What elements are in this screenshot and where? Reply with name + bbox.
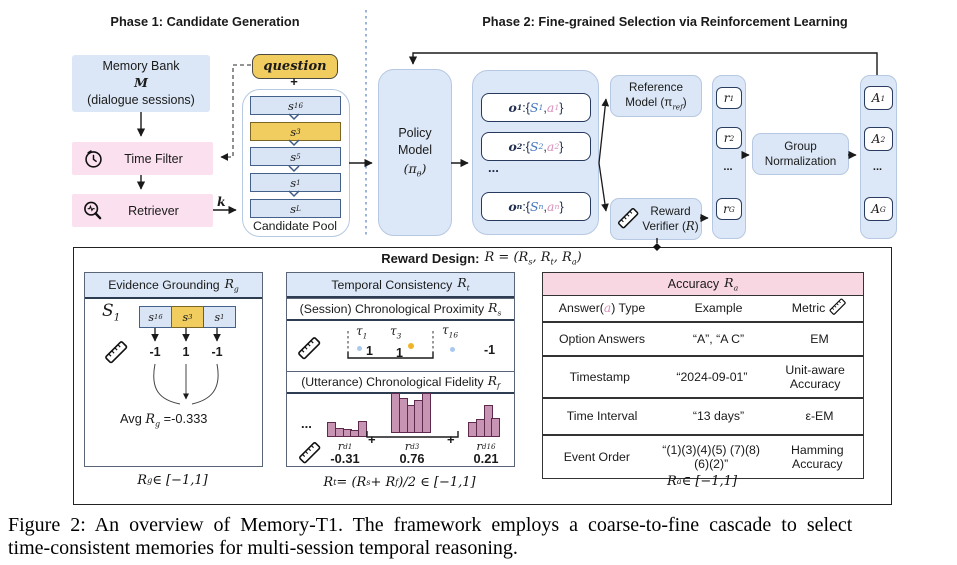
accuracy-col1-header bbox=[543, 296, 661, 321]
evidence-S1-label bbox=[102, 301, 120, 323]
policy-symbol bbox=[404, 160, 427, 180]
pool-item-s16 bbox=[250, 96, 341, 115]
evidence-value-0: -1 bbox=[149, 345, 161, 359]
evidence-header-label: Evidence Grounding bbox=[108, 278, 220, 292]
verifier-R: R bbox=[685, 219, 695, 233]
reward-verifier-box bbox=[610, 198, 702, 240]
pool-item-s1-sub: 1 bbox=[296, 178, 301, 187]
evidence-cells bbox=[139, 306, 236, 328]
session-value-0: 1 bbox=[366, 344, 373, 358]
accuracy-row-option bbox=[543, 321, 863, 355]
accuracy-row-timestamp bbox=[543, 355, 863, 397]
rG-base: r bbox=[723, 202, 729, 216]
evidence-S1-sub: 1 bbox=[113, 311, 121, 324]
ra2: ∈ [−1,1] bbox=[681, 474, 738, 489]
rd1-base: r bbox=[337, 439, 344, 453]
ev-c0-base: s bbox=[148, 310, 154, 324]
retriever-box bbox=[72, 194, 213, 227]
tau3-label bbox=[390, 324, 401, 340]
on-symbol: o bbox=[508, 199, 517, 214]
reward-r1 bbox=[716, 87, 742, 109]
session-proximity-header bbox=[287, 298, 514, 321]
o1-comma: , bbox=[543, 100, 547, 115]
evidence-R-sub: g bbox=[233, 284, 239, 294]
reward-design-title bbox=[73, 250, 890, 267]
temporal-R-sub: t bbox=[466, 283, 470, 293]
o2-a: a bbox=[546, 139, 555, 154]
advantage-col-ellipsis: ... bbox=[872, 161, 883, 173]
rd-f4: , R bbox=[553, 250, 572, 266]
reference-model-box bbox=[610, 75, 702, 117]
reward-design-title-formula bbox=[485, 250, 582, 267]
col1-post: ) Type bbox=[611, 301, 646, 316]
session-dot-yellow bbox=[408, 343, 414, 349]
reward-design-title-bold: Reward Design: bbox=[381, 251, 480, 266]
evidence-avg-sub: g bbox=[155, 419, 161, 429]
pool-item-sL-base: s bbox=[290, 201, 297, 216]
accuracy-col3-header bbox=[776, 296, 863, 321]
rt0: R bbox=[323, 475, 334, 490]
tau3-sub: 3 bbox=[396, 331, 402, 341]
ev-c2-base: s bbox=[214, 310, 221, 324]
on-a: a bbox=[547, 199, 555, 214]
tau1-sub: 1 bbox=[362, 331, 368, 341]
reference-line2-open: Model (π bbox=[625, 96, 673, 110]
o1-symbol: o bbox=[508, 100, 517, 115]
AG-sub: G bbox=[879, 204, 886, 214]
r1-base: r bbox=[723, 91, 730, 105]
ra0: R bbox=[666, 474, 677, 489]
on-a-sub: n bbox=[554, 202, 560, 211]
on-comma: , bbox=[543, 199, 548, 214]
reference-line1: Reference bbox=[629, 81, 683, 95]
pool-item-s3 bbox=[250, 122, 341, 141]
accuracy-colheader-row bbox=[543, 295, 863, 321]
temporal-R: R bbox=[457, 276, 467, 291]
temporal-header-math bbox=[457, 276, 469, 292]
caption-line1: Figure 2: An overview of Memory-T1. The framework employs a coarse-to-fine cascade to select bbox=[8, 514, 853, 536]
rt3: s bbox=[366, 478, 371, 487]
rd-f5: a bbox=[571, 257, 577, 267]
reference-line2-close: ) bbox=[682, 96, 687, 110]
accuracy-range-formula bbox=[542, 474, 862, 489]
accuracy-col2-header: Example bbox=[694, 301, 743, 316]
tau16-label bbox=[442, 323, 458, 339]
group-normalization-box bbox=[752, 133, 849, 175]
pool-item-sL-sub: L bbox=[296, 204, 301, 213]
session-header-label: (Session) Chronological Proximity bbox=[299, 302, 485, 316]
A1-base: A bbox=[871, 91, 881, 105]
evidence-avg-pre: Avg bbox=[120, 411, 146, 426]
accuracy-row-event-order bbox=[543, 434, 863, 478]
col3-label: Metric bbox=[791, 301, 826, 316]
evidence-cell-s1 bbox=[203, 306, 236, 328]
accuracy-R-sub: a bbox=[733, 283, 739, 293]
session-R-sub: s bbox=[497, 308, 502, 318]
temporal-range-formula bbox=[286, 475, 513, 490]
evidence-value-2: -1 bbox=[211, 345, 223, 359]
on-sub: n bbox=[516, 202, 523, 211]
fidelity-value-rd1: -0.31 bbox=[330, 451, 360, 466]
ruler-icon bbox=[297, 440, 322, 470]
o2-S: S bbox=[529, 139, 539, 154]
evidence-value-1: 1 bbox=[182, 345, 190, 359]
pool-item-s3-sub: 3 bbox=[296, 127, 301, 136]
memory-bank-symbol: M bbox=[134, 75, 148, 91]
row3-metric: Hamming Accuracy bbox=[790, 442, 844, 471]
fidelity-header-label: (Utterance) Chronological Fidelity bbox=[301, 375, 484, 389]
reward-col-ellipsis: ... bbox=[723, 161, 733, 173]
rG-sub: G bbox=[728, 204, 735, 214]
clock-icon bbox=[83, 148, 104, 174]
policy-model-box bbox=[378, 69, 452, 236]
question-box: question bbox=[252, 54, 338, 79]
row3-type: Event Order bbox=[563, 449, 630, 464]
on-S-sub: n bbox=[538, 202, 544, 211]
row0-example: “A”, “A C” bbox=[692, 331, 745, 346]
rt6: )/2 ∈ [−1,1] bbox=[398, 475, 476, 490]
accuracy-R: R bbox=[724, 275, 734, 291]
o1-sub: 1 bbox=[516, 103, 523, 112]
policy-line1: Policy bbox=[398, 125, 432, 140]
rd-f0: R = (R bbox=[484, 250, 529, 266]
memory-bank-box bbox=[72, 55, 210, 112]
rt2: = (R bbox=[336, 475, 367, 490]
r2-base: r bbox=[723, 131, 730, 145]
verifier-line2-open: Verifier ( bbox=[642, 220, 686, 233]
pool-item-sL bbox=[250, 199, 341, 218]
ev-c0-sub: 16 bbox=[153, 313, 163, 321]
evidence-S1-base: S bbox=[102, 301, 114, 321]
time-filter-box bbox=[72, 142, 213, 175]
evidence-cell-s16 bbox=[139, 306, 172, 328]
evidence-avg-R: R bbox=[145, 412, 156, 427]
outputs-ellipsis: ... bbox=[488, 160, 499, 175]
A1-sub: 1 bbox=[880, 93, 886, 103]
A2-sub: 2 bbox=[880, 134, 886, 144]
policy-pi-sub: θ bbox=[416, 169, 422, 179]
row2-metric: ε-EM bbox=[805, 409, 834, 424]
fidelity-ellipsis: ... bbox=[301, 416, 312, 431]
temporal-header bbox=[287, 273, 514, 298]
memory-bank-line1: Memory Bank bbox=[102, 59, 180, 74]
tau16-sub: 16 bbox=[448, 330, 459, 340]
pool-item-s16-sub: 16 bbox=[293, 101, 303, 110]
verifier-text bbox=[640, 204, 701, 234]
evidence-header-math bbox=[225, 277, 239, 293]
evidence-range-formula bbox=[84, 473, 261, 488]
accuracy-table bbox=[542, 272, 864, 479]
fidelity-plus-1: + bbox=[368, 432, 376, 447]
col1-a: a bbox=[603, 301, 612, 316]
rd-f1: s bbox=[528, 257, 533, 267]
rd-f2: , R bbox=[532, 250, 551, 266]
ev-range0: R bbox=[137, 473, 148, 488]
r2-sub: 2 bbox=[729, 133, 735, 143]
tau3-base: τ bbox=[390, 324, 397, 338]
accuracy-header-label: Accuracy bbox=[667, 277, 720, 291]
pool-item-s5 bbox=[250, 147, 341, 166]
row0-type: Option Answers bbox=[558, 331, 646, 346]
evidence-avg-val: =-0.333 bbox=[160, 411, 208, 426]
pool-item-s1-base: s bbox=[290, 175, 297, 190]
reference-line2 bbox=[625, 95, 686, 112]
k-label: k bbox=[217, 194, 226, 209]
advantage-A2 bbox=[864, 127, 893, 151]
rt4: + R bbox=[370, 475, 396, 490]
output-o2 bbox=[481, 132, 591, 161]
session-value-2: -1 bbox=[484, 343, 496, 357]
pool-item-s5-base: s bbox=[290, 149, 297, 164]
caption-line2: time-consistent memories for multi-session temporal reasoning. bbox=[8, 537, 518, 559]
rt1: t bbox=[333, 478, 337, 487]
reference-line2-sub: ref bbox=[672, 102, 683, 112]
r1-sub: 1 bbox=[729, 93, 735, 103]
row2-example: “13 days” bbox=[692, 409, 745, 424]
fidelity-R: R bbox=[487, 373, 497, 388]
pool-item-s16-base: s bbox=[288, 98, 294, 113]
o1-S: S bbox=[529, 100, 539, 115]
output-on bbox=[481, 192, 591, 221]
tau1-base: τ bbox=[356, 324, 363, 338]
advantage-AG bbox=[864, 197, 893, 221]
ruler-icon bbox=[828, 297, 847, 320]
row1-metric: Unit-aware Accuracy bbox=[785, 362, 845, 391]
fidelity-value-rd3: 0.76 bbox=[399, 451, 425, 466]
on-close: } bbox=[559, 199, 564, 214]
phase1-title: Phase 1: Candidate Generation bbox=[110, 13, 300, 29]
o2-open: :{ bbox=[522, 139, 530, 154]
pool-item-s1 bbox=[250, 173, 341, 192]
A2-base: A bbox=[871, 132, 881, 146]
tau1-label bbox=[356, 324, 367, 340]
ruler-icon bbox=[616, 206, 640, 233]
fidelity-R-sub: f bbox=[496, 381, 500, 391]
row0-metric: EM bbox=[810, 331, 829, 346]
output-o1 bbox=[481, 93, 591, 122]
session-dot-blue-2 bbox=[450, 347, 455, 352]
row1-example: “2024-09-01” bbox=[676, 369, 748, 384]
accuracy-header-math bbox=[724, 275, 738, 293]
o2-S-sub: 2 bbox=[538, 142, 544, 151]
ra1: a bbox=[676, 477, 682, 486]
verifier-line2-close: ) bbox=[694, 220, 699, 233]
o2-comma: , bbox=[543, 139, 547, 154]
fidelity-plus-2: + bbox=[447, 432, 455, 447]
o1-a-sub: 1 bbox=[554, 103, 560, 112]
policy-pi-close: ) bbox=[421, 160, 427, 176]
rd3-base: r bbox=[404, 439, 411, 453]
row1-type: Timestamp bbox=[569, 369, 630, 384]
rd-f3: t bbox=[550, 257, 554, 267]
policy-line2: Model bbox=[397, 143, 433, 158]
rt5: f bbox=[395, 478, 399, 487]
col1-pre: Answer( bbox=[558, 301, 604, 316]
o1-open: :{ bbox=[522, 100, 530, 115]
row3-example: “(1)(3)(4)(5) (7)(8)(6)(2)” bbox=[662, 442, 760, 471]
temporal-consistency-panel bbox=[286, 272, 515, 467]
candidate-pool-label: Candidate Pool bbox=[252, 218, 338, 233]
evidence-R: R bbox=[224, 276, 234, 291]
ev-c1-sub: 3 bbox=[188, 313, 193, 321]
accuracy-header bbox=[543, 273, 863, 295]
fidelity-bars-rd1 bbox=[327, 423, 366, 437]
AG-base: A bbox=[871, 202, 880, 216]
rd16-base: r bbox=[476, 439, 482, 453]
session-header-math bbox=[488, 301, 501, 317]
o2-a-sub: 2 bbox=[554, 142, 560, 151]
phase2-title: Phase 2: Fine-grained Selection via Reinforcement Learning bbox=[482, 13, 848, 29]
reward-r2 bbox=[716, 127, 742, 149]
evidence-header bbox=[85, 273, 262, 299]
o1-S-sub: 1 bbox=[538, 103, 544, 112]
rd3-sub: d3 bbox=[410, 441, 420, 451]
plus-sign: + bbox=[290, 73, 298, 89]
tau16-base: τ bbox=[442, 323, 449, 337]
evidence-avg bbox=[120, 411, 207, 429]
verifier-line2 bbox=[642, 219, 698, 234]
reward-rG bbox=[716, 198, 742, 220]
rd16-sub: d16 bbox=[481, 441, 496, 451]
retriever-magnifier-icon bbox=[82, 200, 104, 227]
o1-a: a bbox=[546, 100, 555, 115]
retriever-label: Retriever bbox=[128, 203, 179, 218]
on-open: :{ bbox=[522, 199, 530, 214]
fidelity-bars-rd3 bbox=[391, 395, 430, 433]
o1-close: } bbox=[559, 100, 564, 115]
ruler-icon bbox=[296, 335, 322, 366]
policy-pi: (π bbox=[403, 160, 417, 176]
ev-range2: ∈ [−1,1] bbox=[152, 473, 208, 488]
temporal-header-label: Temporal Consistency bbox=[331, 277, 453, 292]
accuracy-row-interval bbox=[543, 397, 863, 434]
fidelity-header-math bbox=[488, 374, 500, 390]
session-R: R bbox=[488, 300, 498, 315]
advantage-A1 bbox=[864, 86, 893, 110]
ev-range1: g bbox=[147, 476, 153, 485]
memory-bank-line3: (dialogue sessions) bbox=[87, 92, 195, 107]
rd1-sub: d1 bbox=[343, 441, 353, 451]
fidelity-value-rd16: 0.21 bbox=[473, 451, 499, 466]
pool-item-s5-sub: 5 bbox=[296, 152, 301, 161]
time-filter-label: Time Filter bbox=[124, 151, 183, 166]
pool-item-s3-base: s bbox=[290, 124, 297, 139]
fidelity-bars-rd16 bbox=[468, 407, 499, 437]
row2-type: Time Interval bbox=[566, 409, 638, 424]
utterance-fidelity-header bbox=[287, 371, 514, 394]
figure-caption bbox=[8, 514, 954, 560]
o2-close: } bbox=[559, 139, 564, 154]
ruler-icon bbox=[103, 339, 129, 370]
group-norm-line2: Normalization bbox=[764, 155, 837, 168]
on-S: S bbox=[529, 199, 539, 214]
ev-c2-sub: 1 bbox=[220, 313, 225, 321]
ev-c1-base: s bbox=[182, 310, 189, 324]
session-dot-blue-1 bbox=[357, 346, 362, 351]
group-norm-line1: Group bbox=[784, 139, 817, 153]
evidence-cell-s3 bbox=[171, 306, 204, 328]
session-value-1: 1 bbox=[396, 346, 403, 360]
o2-sub: 2 bbox=[516, 142, 523, 151]
verifier-line1: Reward bbox=[650, 204, 691, 218]
rd-f6: ) bbox=[576, 250, 582, 266]
o2-symbol: o bbox=[508, 139, 517, 154]
